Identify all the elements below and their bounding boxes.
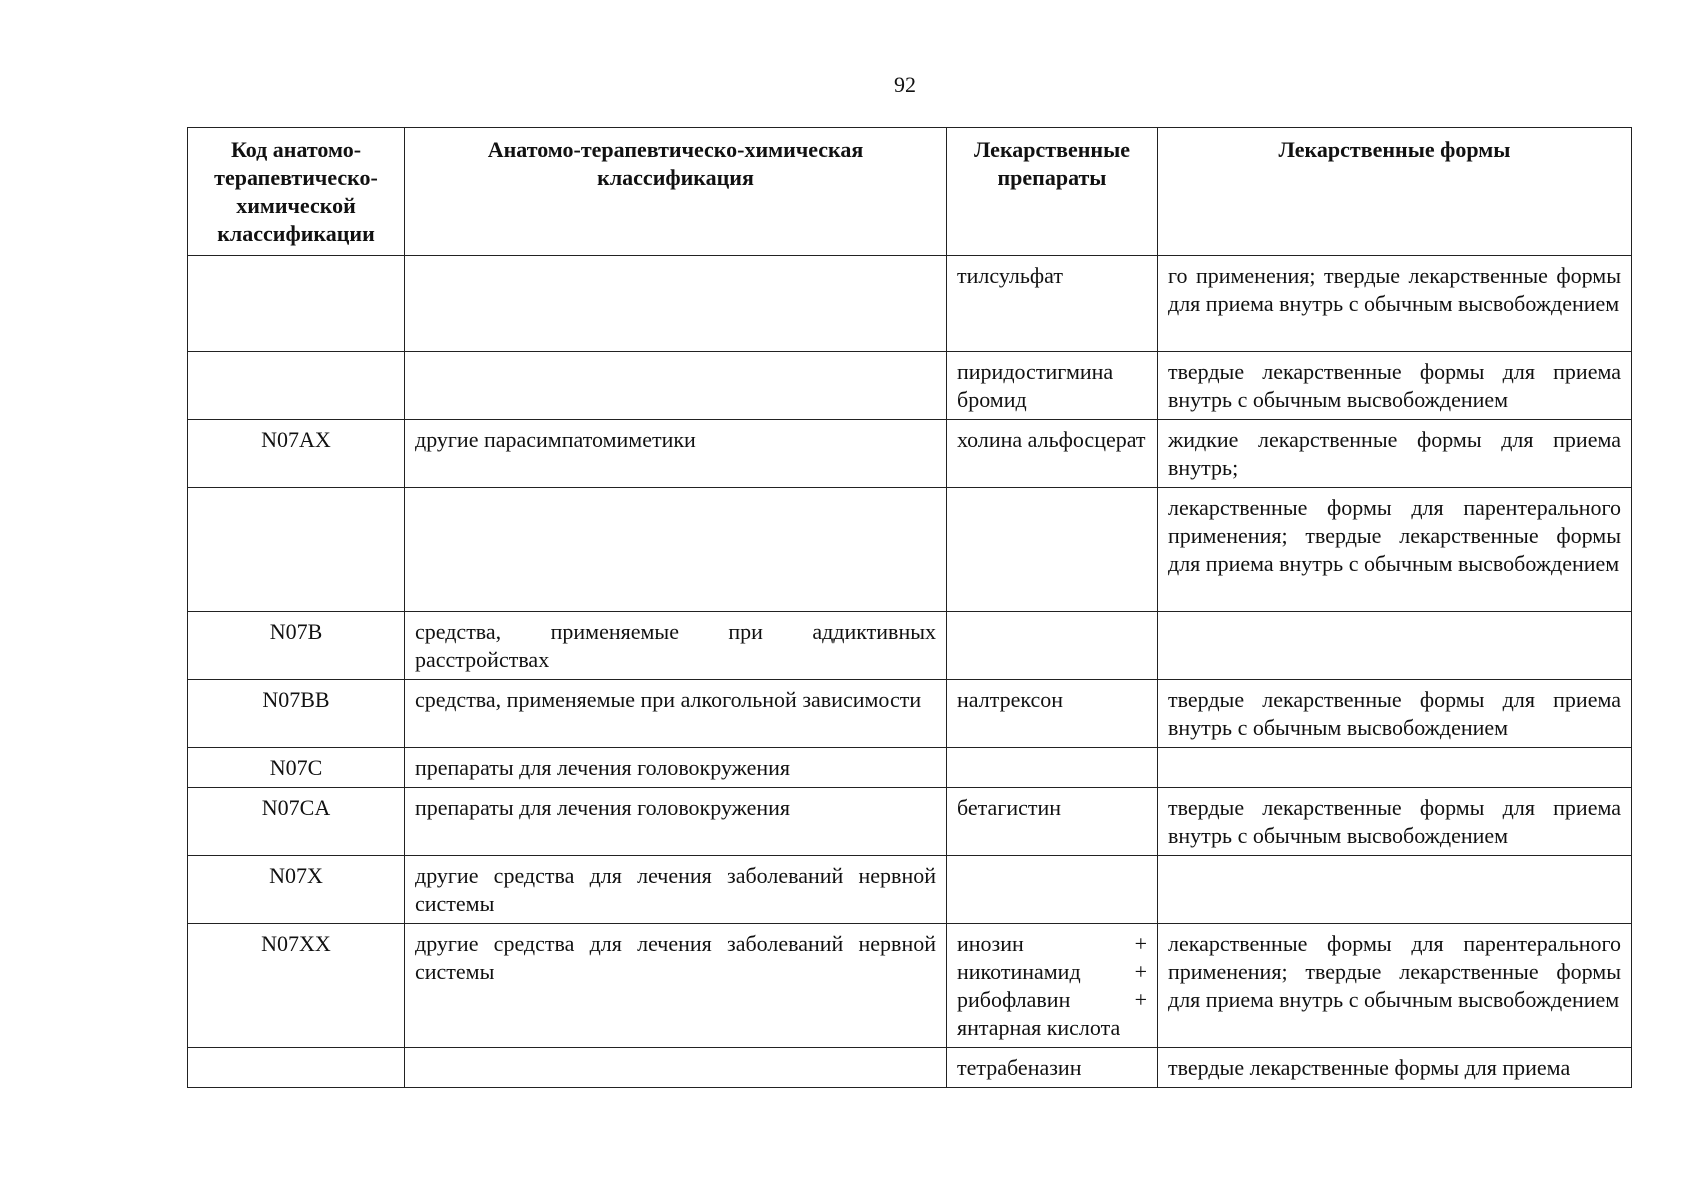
row-drug	[947, 612, 1158, 680]
row-code: N07BB	[188, 680, 405, 748]
header-atc-code: Код анатомо-терапевтическо-химической классификации	[188, 128, 405, 256]
row-forms: твердые лекарственные формы для приема внутрь с обычным высвобождением	[1158, 788, 1632, 856]
row-drug	[947, 856, 1158, 924]
row-drug: налтрексон	[947, 680, 1158, 748]
row-forms: твердые лекарственные формы для приема	[1158, 1048, 1632, 1088]
header-atc-classification: Анатомо-терапевтическо-химическая классификация	[405, 128, 947, 256]
row-drug: холина альфосцерат	[947, 420, 1158, 488]
row-forms: лекарственные формы для парентерального применения; твердые лекарственные формы для приема внутрь с обычным высвобождением	[1158, 924, 1632, 1048]
row-code	[188, 488, 405, 612]
row-code	[188, 256, 405, 352]
row-forms	[1158, 856, 1632, 924]
row-classification: другие средства для лечения заболеваний нервной системы	[405, 856, 947, 924]
header-dosage-forms: Лекарственные формы	[1158, 128, 1632, 256]
row-forms: лекарственные формы для парентерального применения; твердые лекарственные формы для приема внутрь с обычным высвобождением	[1158, 488, 1632, 612]
row-forms: жидкие лекарственные формы для приема внутрь;	[1158, 420, 1632, 488]
table-row	[188, 256, 1632, 352]
row-code: N07B	[188, 612, 405, 680]
row-classification	[405, 352, 947, 420]
row-classification: другие средства для лечения заболеваний нервной системы	[405, 924, 947, 1048]
table-row	[188, 420, 1632, 488]
table-row	[188, 488, 1632, 612]
header-medicines: Лекарственные препараты	[947, 128, 1158, 256]
table-header-row	[188, 128, 1632, 256]
table-row	[188, 680, 1632, 748]
page-number: 92	[894, 72, 916, 97]
row-code: N07X	[188, 856, 405, 924]
row-classification: средства, применяемые при алкогольной зависимости	[405, 680, 947, 748]
atc-classification-table	[187, 127, 1632, 1088]
row-code: N07C	[188, 748, 405, 788]
row-drug: бетагистин	[947, 788, 1158, 856]
row-drug	[947, 488, 1158, 612]
row-classification: другие парасимпатомиметики	[405, 420, 947, 488]
row-code: N07XX	[188, 924, 405, 1048]
row-forms: твердые лекарственные формы для приема внутрь с обычным высвобождением	[1158, 680, 1632, 748]
row-code: N07CA	[188, 788, 405, 856]
row-drug: тилсульфат	[947, 256, 1158, 352]
row-forms	[1158, 612, 1632, 680]
table-row	[188, 352, 1632, 420]
row-forms	[1158, 748, 1632, 788]
row-code	[188, 1048, 405, 1088]
row-classification: препараты для лечения головокружения	[405, 748, 947, 788]
row-code	[188, 352, 405, 420]
row-classification: средства, применяемые при аддиктивных расстройствах	[405, 612, 947, 680]
row-forms: го применения; твердые лекарственные формы для приема внутрь с обычным высвобождением	[1158, 256, 1632, 352]
table-row	[188, 1048, 1632, 1088]
row-drug: пиридостигмина бромид	[947, 352, 1158, 420]
row-drug	[947, 748, 1158, 788]
row-forms: твердые лекарственные формы для приема внутрь с обычным высвобождением	[1158, 352, 1632, 420]
row-code: N07AX	[188, 420, 405, 488]
table-row	[188, 788, 1632, 856]
row-classification	[405, 1048, 947, 1088]
table-row	[188, 924, 1632, 1048]
table-row	[188, 856, 1632, 924]
row-drug: инозин + никотинамид + рибофлавин + янтарная кислота	[947, 924, 1158, 1048]
table-row	[188, 612, 1632, 680]
row-classification	[405, 256, 947, 352]
table-row	[188, 748, 1632, 788]
row-classification: препараты для лечения головокружения	[405, 788, 947, 856]
row-classification	[405, 488, 947, 612]
row-drug: тетрабеназин	[947, 1048, 1158, 1088]
